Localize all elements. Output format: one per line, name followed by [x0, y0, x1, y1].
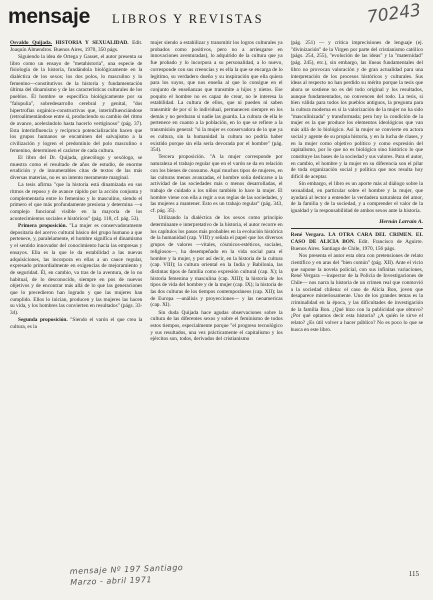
- divider: [291, 228, 423, 229]
- proposition-paragraph: [10, 223, 142, 317]
- page-header: [8, 0, 425, 30]
- review-signature: Hernán Larraín A.: [379, 218, 423, 225]
- proposition-label: Primera proposición.: [18, 222, 67, 229]
- handwritten-reference-number: 70243: [365, 0, 423, 28]
- paragraph: Sin embargo, el libro es un aporte más al diálogo sobre la sexualidad, en particular sobre el hombre y la mujer, que ayudará al lector a entender la verdadera naturaleza del amor, de la familia y de la sociedad, y a comprender el valor de la igualdad y la responsabilidad de ambos sexos ante la historia.: [290, 181, 423, 215]
- column-1: [10, 40, 142, 568]
- article-columns: [10, 40, 423, 568]
- paragraph: Utilizando la dialéctica de los sexos como principio determinante e interpretativo de la historia, el autor recorre en los capítulos los pasos más probables en la evolución histórica de la humanidad (cap. VIII) y señala el papel que los diversos grupos de valores —vitales, cósmicos-estéticos, sociales, religiosos—, ha desempeñado en la vida social para el hombre y la mujer, y por así decir, en la historia de la cultura (cap. VIII); la cultura oriental en la India y Babilonia, las distintas tipos de familia como expresión cultural (cap. X); la historia femenina y masculina (cap. XIII); la historia de los tipos de vida del hombre y de la mujer (cap. IX); la historia de las dos culturas de los tiempos contemporáneos (cap. XII); las de Europa —análisis y proyecciones— y las neoamericas (cap. XI).: [150, 215, 283, 309]
- paragraph: (pág. 251) — y critica imprecisiones de lenguaje (ej. "divinización" de la Virgen por parte del cristianismo católico (págs. 254, 255), "evolución de las ideas" y la "maternidad" (pág. 245), etc.), sin embargo, las líneas fundamentales del libro no provocan valoración y de gran actualidad para una interpretación de los procesos históricos y culturales. Sus ideas al respecto no han perdido su mérito porque la tesis que ahora se sostiene no es del todo original y los resultados, aunque fundamentados, no convencen del todo. La tesis, si bien válida para todos los pueblos antiguos, la pregunta para la cultura moderna es si la valorización de la mujer no ha sido "masculinizada" y transformada; pero hoy la condición de la mujer es la que produce los elementos ideológicos que van más allá de lo biológico. Así la mujer se convierte en actora social y agente de su propia historia, y en la lucha de clases, y en la mujer como objetivo político y como expresión del capitalismo, por lo que no es biológico sino histórico lo que constituye las bases de la sociedad y sus valores. Para el autor, en cambio, el hombre y la mujer en su diferencia son el pilar de toda organización social y política que nos resulta hoy difícil de aceptar.: [290, 40, 423, 181]
- review-publication: Edit. Joaquín Almendros. Buenos Aires, 1970, 350 págs.: [10, 40, 143, 53]
- paragraph: Tercera proposición. "A la mujer corresponde por naturaleza el trabajo regular que en el varón se da en relación con los bienes de consumo. Aquí muchos tipos de mujeres, en las culturas menos avanzadas, el hombre solía dedicarse a la actividad de las sociedades más o menos desarrolladas, el trabajo de cuidado a los niños también lo hace la mujer. El hombre viene con ella a regir a sus reglas de las sociedades, y las mujeres a mantener. Esto es un trabajo regular" (pág. 343, cf. pág. 35).: [150, 154, 283, 215]
- review-author: Osvaldo Quijada.: [10, 40, 52, 46]
- column-3: [291, 40, 423, 568]
- proposition-label: Segunda proposición.: [18, 317, 68, 324]
- page-number: 115: [408, 570, 419, 578]
- review-heading: [10, 40, 142, 53]
- handwritten-citation-line: Marzo - abril 1971: [70, 575, 153, 587]
- review-heading: [291, 232, 423, 252]
- magazine-name: mensaje: [8, 5, 90, 28]
- column-2: [150, 40, 282, 568]
- paragraph: La tesis afirma "que la historia está dinamizada en sus ritmos de reposo y de avance rápido por la acción conjunta y complementaria entre lo femenino y lo masculino, siendo el primero el que más profundamente presiona y determina —o complejo funcional visible en la mayoría de los acontecimientos sociales e históricos" (pág. 118, cf. pág. 53).: [10, 182, 143, 222]
- review-publication: Edit. Francisco de Aguirre. Buenos Aires. Santiago de Chile, 1970, 156 págs.: [290, 239, 423, 252]
- paragraph: El libro del Dr. Quijada, ginecólogo y sexólogo, se muestra como el resultado de años de estudio, de enorme erudición y de innumerables citas de textos de las más diversas materias, no es un intento meramente marginal.: [10, 154, 143, 182]
- paragraph: Nos presenta el autor esta obra con pretensiones de relato científico y en aras del "bien común" (pág. XII). Ante el vicio que supone la novela policial, con sus infinitas variaciones, René Vergara —inspector de la Policía de Investigaciones de Chile— nos narra la historia de un crimen real que conmovió a la sociedad chilena: el caso de Alicia Bon, joven que desaparece misteriosamente. Uno de los grandes temas es la criminalidad en la época, y las dificultades de investigación de la familia Bon. ¿Qué hizo con la publicidad que obtuvo? ¿Por qué optamos decir esta historia? ¿A quién le sirve el relato? ¿Es útil volver a hacer público? No es poco lo que se busca en este libro.: [290, 253, 423, 333]
- handwritten-citation: [70, 562, 184, 588]
- handwritten-citation-line: mensaje Nº 197 Santiago: [69, 563, 184, 576]
- review-author: René Vergara.: [290, 232, 325, 239]
- paragraph: mujer siendo a estabilizar y transmitir los logros culturales ya probados como positivos, pero no a arriesgarse en innovaciones aventuradas), lo adquirido de la cultura que ya fue probado y lo incorpora a su personalidad, a lo nuevo, corresponde con sus creencias y es ella la que se encarga de lo legítimo, su verdadero dueño y su inspiración que ella quiera para los suyos, que nos enseña al que lo consigue en el conjunto de enseñanzas que transmite a hijos y nietos. Ese poquito el hombre no es capaz de crear, no le interesa la estabilidad. La cultura de ellos, que ni pueden ni saben transmitir de por sí lo individual, permanecen siempre en los demás y no perduran si nadie las guarda. La cultura de ella le pertenece en cuanto a la población, en lo que se refiere a la transmisión general: "si la mujer es conservadora de lo que ya es cultura, sin la humanidad la cultura no podría haber existido porque sin ella sería devorada por el hombre" (pág. 354).: [150, 40, 283, 154]
- section-title: LIBROS Y REVISTAS: [112, 12, 264, 26]
- paragraph: Siguiendo la idea de Ortega y Gasset, el autor presenta su libro como un ensayo de "metahistoria", una especie de fisiología de la historia, fundándola biológicamente en la dialéctica de los sexos; los dos polos, lo masculino y lo femenino—constitutivos de la historia y fundamentación última del dinamismo y de las características culturales de los pueblos. Él hombre se especifica biológicamente por su "falopulia", sobredesarrollo cerebral y genital, "dos hipertrofias orgánico-constructivas que, interinfluenciándose (retroalimentándose entre sí, produciendo su cambio del ritmo de avance, acelerándolo hasta hacerlo vertiginoso" (pág. 37). Esta interinfluencia y recíproca potencialización hacen que los grupos humanos se encaminen del salvajismo a la civilización y logren el predominio del polo masculino o femenino, determinen el carácter de cada cultura.: [10, 53, 143, 154]
- proposition-text: "Siendo el varón el que crea la cultura, es la: [10, 317, 143, 331]
- review-title: LA OTRA CARA DEL CRIMEN. EL CASO DE ALICIA BON.: [290, 232, 423, 246]
- proposition-text: "La mujer es conservadoramente depositaria del acervo cultural básico del grupo humano a que pertenece, y, paralelamente, el hombre significa el dinamismo y el sentido innovador del conocimiento hacia las empresas y ensayos. Ella es la que le da estabilidad a las nuevas adquisiciones, las incorpora en ellas a un cauce regular, expresado primordialmente en exigencias de mejoramiento y de seguridad. Él, en cambio, va tras de la aventura, de lo no habitual, de lo desconocido, siempre en pos de nuevos objetivos y de encontrar más allá de lo que las generaciones que lo precedieron han logrado y que las mujeres han cumplido. Ellos lo inician, producen y las mujeres las hacen su vida, y los hombres las convierten en resultados" (págs. 33-34).: [10, 222, 143, 317]
- paragraph: Sin duda Quijada hace agudas observaciones sobre la cultura de las diferentes sexos y sobre el feminismo de todos estos tiempos, especialmente porque "el progreso tecnológico y sus resultados, una vez prácticamente el capitalismo y los ejércitos son, todos, derivados del cristianismo: [150, 309, 283, 343]
- proposition-paragraph: [10, 317, 142, 330]
- review-title: HISTORIA Y SEXUALIDAD.: [55, 40, 129, 46]
